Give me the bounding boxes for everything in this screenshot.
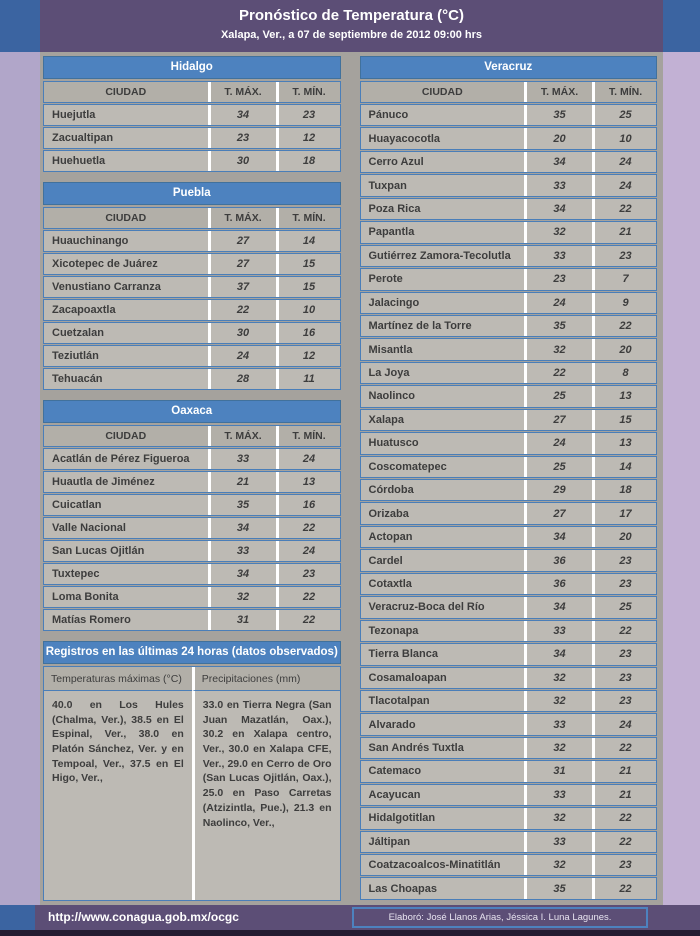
top-right-corner-block [663, 0, 700, 52]
tmax-cell: 35 [524, 878, 592, 898]
tmax-cell: 34 [524, 644, 592, 664]
table-row [360, 807, 658, 829]
column-header-city-cell: CIUDAD [105, 430, 147, 442]
tmax-cell: 33 [524, 785, 592, 805]
city-cell: La Joya [368, 367, 410, 380]
table-row [43, 448, 341, 470]
tmin-cell: 21 [592, 785, 656, 805]
tmin-cell: 15 [592, 410, 656, 430]
left-column [43, 56, 341, 901]
puebla-table [43, 182, 341, 391]
tmin-cell: 12 [276, 346, 340, 366]
bottom-edge-strip [0, 930, 700, 936]
tmax-cell: 32 [524, 222, 592, 242]
column-header-row [43, 425, 341, 447]
city-cell: Huehuetla [52, 155, 106, 167]
tmax-cell: 33 [524, 175, 592, 195]
tmin-cell: 18 [276, 151, 340, 171]
city-cell: Cuetzalan [52, 327, 104, 339]
city-cell: Tuxpan [368, 179, 407, 192]
table-row [360, 831, 658, 853]
tmax-cell: 27 [208, 231, 276, 251]
city-cell: Venustiano Carranza [52, 281, 161, 293]
city-cell: Tlacotalpan [368, 695, 430, 708]
table-row [360, 338, 658, 360]
tmax-cell: 22 [208, 300, 276, 320]
city-cell: Catemaco [368, 765, 422, 778]
state-header-puebla: Puebla [43, 182, 341, 205]
tmax-cell: 36 [524, 574, 592, 594]
tmax-cell: 33 [208, 541, 276, 561]
city-cell: Xalapa [368, 413, 404, 426]
column-header-tmax-cell: T. MÁX. [208, 208, 276, 228]
table-row [360, 737, 658, 759]
city-cell: Actopan [368, 531, 413, 544]
tmin-cell: 23 [592, 668, 656, 688]
tmin-cell: 14 [592, 457, 656, 477]
column-header-row [43, 81, 341, 103]
tmin-cell: 23 [592, 246, 656, 266]
tmin-cell: 21 [592, 222, 656, 242]
veracruz-table [360, 56, 658, 901]
tmax-cell: 34 [208, 105, 276, 125]
tmin-cell: 22 [276, 518, 340, 538]
tmax-cell: 32 [524, 855, 592, 875]
tmin-cell: 23 [276, 564, 340, 584]
tmin-cell: 20 [592, 339, 656, 359]
tmax-cell: 32 [524, 691, 592, 711]
top-left-corner-block [0, 0, 40, 52]
oaxaca-table [43, 400, 341, 632]
header [40, 0, 663, 52]
tmax-cell: 33 [524, 832, 592, 852]
city-cell: Papantla [368, 226, 415, 239]
tmin-cell: 20 [592, 527, 656, 547]
city-cell: Cardel [368, 554, 403, 567]
tmin-cell: 13 [592, 386, 656, 406]
table-row [360, 596, 658, 618]
table-row [43, 540, 341, 562]
table-row [43, 609, 341, 631]
column-header-tmax-cell: T. MÁX. [524, 82, 592, 102]
tmin-cell: 11 [276, 369, 340, 389]
registros-temp-header: Temperaturas máximas (°C) [44, 667, 192, 691]
tmax-cell: 34 [208, 518, 276, 538]
tmin-cell: 21 [592, 761, 656, 781]
city-cell: Cosamaloapan [368, 671, 447, 684]
table-row [360, 292, 658, 314]
city-cell: Misantla [368, 343, 413, 356]
tmin-cell: 13 [592, 433, 656, 453]
tmin-cell: 22 [592, 621, 656, 641]
tmax-cell: 34 [208, 564, 276, 584]
page-subtitle: Xalapa, Ver., a 07 de septiembre de 2012 09:00 hrs [220, 29, 483, 41]
tmax-cell: 20 [524, 128, 592, 148]
city-cell: Tehuacán [52, 373, 103, 385]
table-row [360, 479, 658, 501]
city-cell: Pánuco [368, 109, 409, 122]
table-row [360, 713, 658, 735]
tmax-cell: 32 [524, 808, 592, 828]
table-row [360, 385, 658, 407]
city-cell: Xicotepec de Juárez [52, 258, 158, 270]
column-header-tmin-cell: T. MÍN. [592, 82, 656, 102]
column-header-tmax-cell: T. MÁX. [208, 82, 276, 102]
table-row [43, 368, 341, 390]
table-row [360, 502, 658, 524]
tmax-cell: 25 [524, 386, 592, 406]
tmin-cell: 15 [276, 254, 340, 274]
tmax-cell: 34 [524, 152, 592, 172]
tmax-cell: 27 [524, 410, 592, 430]
city-cell: Veracruz-Boca del Río [368, 601, 485, 614]
city-cell: Zacualtipan [52, 132, 114, 144]
tmin-cell: 24 [592, 152, 656, 172]
tmin-cell: 22 [592, 199, 656, 219]
tmax-cell: 21 [208, 472, 276, 492]
table-row [360, 127, 658, 149]
city-cell: Las Choapas [368, 882, 437, 895]
tmax-cell: 27 [524, 503, 592, 523]
table-row [43, 230, 341, 252]
tmin-cell: 10 [592, 128, 656, 148]
tmin-cell: 7 [592, 269, 656, 289]
table-row [360, 854, 658, 876]
city-cell: Naolinco [368, 390, 415, 403]
table-row [360, 409, 658, 431]
table-row [360, 104, 658, 126]
city-cell: Tuxtepec [52, 568, 100, 580]
tmin-cell: 12 [276, 128, 340, 148]
city-cell: Córdoba [368, 484, 414, 497]
table-row [360, 526, 658, 548]
column-header-row [43, 207, 341, 229]
tmax-cell: 34 [524, 597, 592, 617]
city-cell: Teziutlán [52, 350, 99, 362]
tmin-cell: 23 [592, 644, 656, 664]
column-header-tmin-cell: T. MÍN. [276, 208, 340, 228]
tmax-cell: 28 [208, 369, 276, 389]
table-row [43, 299, 341, 321]
city-cell: Cotaxtla [368, 577, 412, 590]
table-row [360, 784, 658, 806]
city-cell: Tierra Blanca [368, 648, 439, 661]
right-margin-band [663, 0, 700, 936]
tmin-cell: 16 [276, 323, 340, 343]
registros-grid [43, 666, 341, 901]
city-cell: Huayacocotla [368, 132, 441, 145]
table-row [360, 620, 658, 642]
tmax-cell: 33 [524, 246, 592, 266]
tmax-cell: 24 [524, 433, 592, 453]
tmin-cell: 24 [276, 449, 340, 469]
column-header-row [360, 81, 658, 103]
city-cell: Huatusco [368, 437, 419, 450]
tmin-cell: 25 [592, 597, 656, 617]
city-cell: Acayucan [368, 788, 421, 801]
table-row [43, 127, 341, 149]
city-cell: Hidalgotitlan [368, 812, 436, 825]
tmin-cell: 24 [276, 541, 340, 561]
tmin-cell: 8 [592, 363, 656, 383]
tmin-cell: 13 [276, 472, 340, 492]
tmin-cell: 23 [592, 574, 656, 594]
table-row [43, 345, 341, 367]
tmin-cell: 17 [592, 503, 656, 523]
tmin-cell: 25 [592, 105, 656, 125]
table-row [360, 690, 658, 712]
tmax-cell: 32 [524, 738, 592, 758]
hidalgo-table [43, 56, 341, 173]
tmin-cell: 22 [592, 316, 656, 336]
tmin-cell: 22 [276, 610, 340, 630]
tmin-cell: 23 [592, 691, 656, 711]
table-row [43, 253, 341, 275]
tmax-cell: 25 [524, 457, 592, 477]
tmax-cell: 32 [208, 587, 276, 607]
table-row [360, 643, 658, 665]
column-header-tmin-cell: T. MÍN. [276, 426, 340, 446]
tmax-cell: 30 [208, 323, 276, 343]
registros-section [43, 641, 341, 901]
table-row [360, 315, 658, 337]
footer-url-link[interactable]: http://www.conagua.gob.mx/ocgc [48, 910, 239, 924]
city-cell: Poza Rica [368, 202, 421, 215]
tmin-cell: 24 [592, 714, 656, 734]
tmin-cell: 16 [276, 495, 340, 515]
tmax-cell: 24 [208, 346, 276, 366]
table-row [43, 276, 341, 298]
tmax-cell: 32 [524, 339, 592, 359]
city-cell: Huautla de Jiménez [52, 476, 155, 488]
tmax-cell: 24 [524, 293, 592, 313]
table-row [360, 877, 658, 899]
city-cell: Huejutla [52, 109, 96, 121]
credit-box: Elaboró: José Llanos Arias, Jéssica I. Luna Lagunes. [352, 907, 648, 928]
table-row [43, 563, 341, 585]
city-cell: Gutiérrez Zamora-Tecolutla [368, 249, 511, 262]
tmin-cell: 9 [592, 293, 656, 313]
registros-title: Registros en las últimas 24 horas (datos observados) [43, 641, 341, 664]
table-row [360, 268, 658, 290]
table-row [360, 667, 658, 689]
tmax-cell: 29 [524, 480, 592, 500]
city-cell: San Andrés Tuxtla [368, 742, 464, 755]
table-row [43, 104, 341, 126]
city-cell: Matías Romero [52, 614, 131, 626]
footer-bar [0, 905, 700, 930]
table-row [360, 245, 658, 267]
city-cell: San Lucas Ojitlán [52, 545, 145, 557]
table-row [360, 573, 658, 595]
tmax-cell: 31 [524, 761, 592, 781]
tmax-cell: 34 [524, 527, 592, 547]
state-header-oaxaca: Oaxaca [43, 400, 341, 423]
table-row [43, 586, 341, 608]
tmax-cell: 33 [208, 449, 276, 469]
tmax-cell: 34 [524, 199, 592, 219]
table-row [360, 198, 658, 220]
city-cell: Jalacingo [368, 296, 420, 309]
tmax-cell: 35 [524, 316, 592, 336]
table-row [43, 494, 341, 516]
tmax-cell: 33 [524, 621, 592, 641]
city-cell: Zacapoaxtla [52, 304, 116, 316]
table-row [360, 760, 658, 782]
tmin-cell: 23 [276, 105, 340, 125]
city-cell: Perote [368, 273, 403, 286]
table-row [43, 517, 341, 539]
tmax-cell: 30 [208, 151, 276, 171]
column-header-tmax-cell: T. MÁX. [208, 426, 276, 446]
tmax-cell: 23 [524, 269, 592, 289]
table-row [360, 362, 658, 384]
city-cell: Martínez de la Torre [368, 320, 472, 333]
state-header-veracruz: Veracruz [360, 56, 658, 79]
column-header-city-cell: CIUDAD [105, 86, 147, 98]
tmin-cell: 18 [592, 480, 656, 500]
table-row [43, 471, 341, 493]
tmin-cell: 23 [592, 855, 656, 875]
table-row [43, 150, 341, 172]
city-cell: Alvarado [368, 718, 416, 731]
state-header-hidalgo: Hidalgo [43, 56, 341, 79]
tmax-cell: 33 [524, 714, 592, 734]
column-header-city-cell: CIUDAD [421, 86, 463, 98]
city-cell: Loma Bonita [52, 591, 119, 603]
registros-precip-header: Precipitaciones (mm) [192, 667, 340, 691]
tmin-cell: 22 [592, 878, 656, 898]
city-cell: Acatlán de Pérez Figueroa [52, 453, 190, 465]
column-header-tmin-cell: T. MÍN. [276, 82, 340, 102]
city-cell: Cerro Azul [368, 156, 424, 169]
tmax-cell: 22 [524, 363, 592, 383]
tmin-cell: 14 [276, 231, 340, 251]
column-header-city-cell: CIUDAD [105, 212, 147, 224]
city-cell: Tezonapa [368, 624, 419, 637]
table-row [360, 456, 658, 478]
city-cell: Orizaba [368, 507, 409, 520]
tmin-cell: 23 [592, 550, 656, 570]
table-row [360, 174, 658, 196]
tmin-cell: 22 [592, 808, 656, 828]
tmin-cell: 22 [592, 832, 656, 852]
tmin-cell: 22 [592, 738, 656, 758]
tmax-cell: 35 [208, 495, 276, 515]
right-column [360, 56, 658, 901]
tmax-cell: 37 [208, 277, 276, 297]
city-cell: Valle Nacional [52, 522, 126, 534]
tmax-cell: 35 [524, 105, 592, 125]
registros-precip-text: 33.0 en Tierra Negra (San Juan Mazatlán, Oax.), 30.2 en Xalapa centro, Ver., 30.0 en Xalapa CFE, Ver., 29.0 en Cerro de Oro (San Lucas Ojitlán, Oax.), 25.0 en Paso Carretas (Atzizintla, Pue.), 21.3 en Naolinco, Ver., [192, 691, 340, 900]
city-cell: Coscomatepec [368, 460, 447, 473]
city-cell: Huauchinango [52, 235, 129, 247]
tmin-cell: 24 [592, 175, 656, 195]
tmax-cell: 36 [524, 550, 592, 570]
registros-temp-text: 40.0 en Los Hules (Chalma, Ver.), 38.5 en El Espinal, Ver., 38.0 en Platón Sánchez, Ver. y en Tempoal, Ver., 37.5 en El Higo, Ver., [52, 699, 184, 785]
page-title: Pronóstico de Temperatura (°C) [239, 7, 464, 24]
city-cell: Cuicatlan [52, 499, 102, 511]
tmax-cell: 23 [208, 128, 276, 148]
city-cell: Jáltipan [368, 835, 411, 848]
tmax-cell: 32 [524, 668, 592, 688]
footer-left-corner-block [0, 905, 35, 930]
tmin-cell: 10 [276, 300, 340, 320]
tmax-cell: 31 [208, 610, 276, 630]
tmax-cell: 27 [208, 254, 276, 274]
table-row [360, 432, 658, 454]
table-row [360, 221, 658, 243]
table-row [360, 549, 658, 571]
table-row [360, 151, 658, 173]
city-cell: Coatzacoalcos-Minatitlán [368, 859, 501, 872]
table-row [43, 322, 341, 344]
tmin-cell: 15 [276, 277, 340, 297]
content-area [40, 52, 663, 905]
tmin-cell: 22 [276, 587, 340, 607]
